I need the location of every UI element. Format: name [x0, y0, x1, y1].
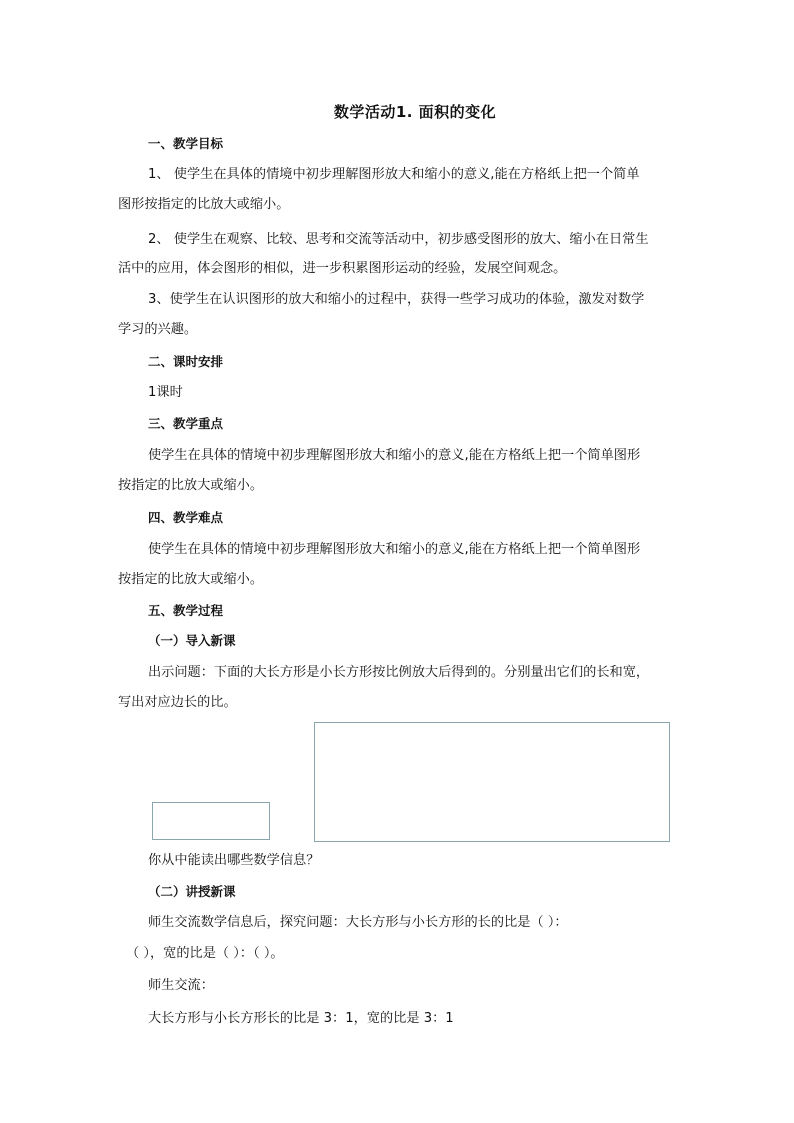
heading-key-points: 三、教学重点	[148, 416, 224, 431]
goal-1-line-2: 图形按指定的比放大或缩小。	[118, 197, 290, 212]
info-question: 你从中能读出哪些数学信息？	[148, 853, 320, 868]
difficulties-line-1: 使学生在具体的情境中初步理解图形放大和缩小的意义,能在方格纸上把一个简单图形	[148, 542, 641, 557]
question-line-1: 出示问题：下面的大长方形是小长方形按比例放大后得到的。分别量出它们的长和宽，	[148, 665, 650, 680]
goal-2-line-1: 2、 使学生在观察、比较、思考和交流等活动中，初步感受图形的放大、缩小在日常生	[148, 232, 649, 247]
goal-3-line-2: 学习的兴趣。	[118, 322, 198, 337]
goal-2-line-2: 活中的应用，体会图形的相似，进一步积累图形运动的经验，发展空间观念。	[118, 261, 567, 276]
ratio-answer: 大长方形与小长方形长的比是 3：1，宽的比是 3：1	[148, 1011, 454, 1026]
heading-difficulties: 四、教学难点	[148, 510, 224, 525]
heading-lesson-schedule: 二、课时安排	[148, 354, 224, 369]
exchange-label: 师生交流：	[148, 978, 214, 993]
goal-1-line-1: 1、 使学生在具体的情境中初步理解图形放大和缩小的意义,能在方格纸上把一个简单	[148, 167, 640, 182]
key-points-line-2: 按指定的比放大或缩小。	[118, 478, 264, 493]
heading-teaching-process: 五、教学过程	[148, 603, 224, 618]
large-rectangle-figure	[314, 722, 670, 842]
heading-teaching-goals: 一、教学目标	[148, 136, 224, 151]
document-title: 数学活动1. 面积的变化	[333, 103, 497, 121]
small-rectangle-figure	[152, 802, 270, 840]
explore-line-1: 师生交流数学信息后，探究问题：大长方形与小长方形的长的比是（ ）：	[148, 915, 568, 930]
lesson-count: 1课时	[148, 385, 183, 400]
question-line-2: 写出对应边长的比。	[118, 695, 237, 710]
subheading-new-lesson: （二）讲授新课	[148, 884, 236, 899]
difficulties-line-2: 按指定的比放大或缩小。	[118, 572, 264, 587]
explore-line-2: （ ），宽的比是（ ）：（ ）。	[126, 946, 284, 961]
subheading-introduction: （一）导入新课	[148, 633, 236, 648]
goal-3-line-1: 3、使学生在认识图形的放大和缩小的过程中，获得一些学习成功的体验，激发对数学	[148, 292, 645, 307]
key-points-line-1: 使学生在具体的情境中初步理解图形放大和缩小的意义,能在方格纸上把一个简单图形	[148, 448, 641, 463]
